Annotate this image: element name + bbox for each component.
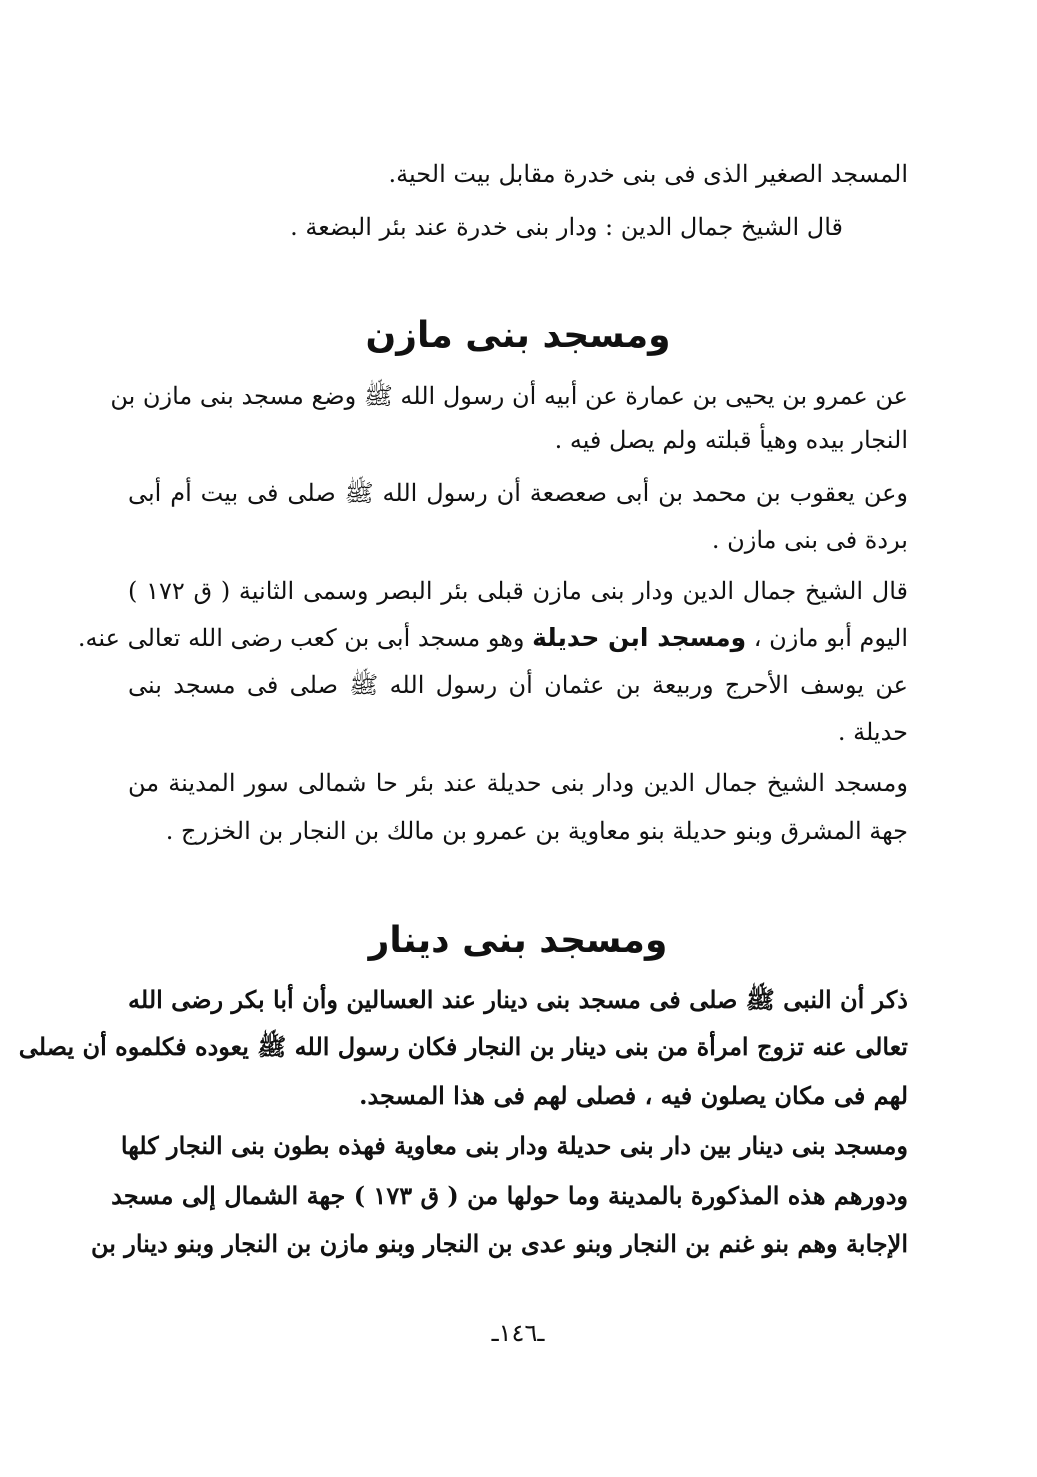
s2-p2-line-2: ودورهم هذه المذكورة بالمدينة وما حولها من ( ق ١٧٣ ) جهة الشمال إلى مسجد [111, 1181, 908, 1210]
s1-p3-line-2 [77, 622, 908, 654]
s1-p5-line-1: ومسجد الشيخ جمال الدين ودار بنى حديلة عند بئر حا شمالى سور المدينة من [128, 769, 908, 797]
intro-line-2: قال الشيخ جمال الدين : ودار بنى خدرة عند بئر البضعة . [290, 213, 843, 241]
intro-line-1: المسجد الصغير الذى فى بنى خدرة مقابل بيت الحية. [388, 160, 908, 188]
s1-p3-line-2-start: اليوم أبو مازن ، [746, 624, 908, 652]
s2-p2-line-1: ومسجد بنى دينار بين دار بنى حديلة ودار بنى معاوية فهذه بطون بنى النجار كلها [120, 1131, 908, 1160]
s1-p1-line-1: عن عمرو بن يحيى بن عمارة عن أبيه أن رسول الله ﷺ وضع مسجد بنى مازن بن [110, 382, 908, 410]
page-number: ـ١٤٦ـ [491, 1319, 545, 1347]
s2-p1-line-2: تعالى عنه تزوج امرأة من بنى دينار بن النجار فكان رسول الله ﷺ يعوده فكلموه أن يصلى [18, 1032, 908, 1061]
s1-p1-line-2: النجار بيده وهيأ قبلته ولم يصل فيه . [554, 426, 908, 454]
s1-p4-line-1: عن يوسف الأحرج وربيعة بن عثمان أن رسول الله ﷺ صلى فى مسجد بنى [128, 671, 908, 699]
section-heading-bani-mazin: ومسجد بنى مازن [365, 315, 671, 356]
s1-p2-line-2: بردة فى بنى مازن . [711, 526, 908, 554]
s1-p3-bold-mosque-name: ومسجد ابن حديلة [532, 623, 747, 652]
s2-p1-line-3: لهم فى مكان يصلون فيه ، فصلى لهم فى هذا المسجد. [359, 1081, 908, 1110]
s2-p1-line-1: ذكر أن النبى ﷺ صلى فى مسجد بنى دينار عند العسالين وأن أبا بكر رضى الله [128, 985, 908, 1014]
s1-p3-line-2-end: وهو مسجد أبى بن كعب رضى الله تعالى عنه. [77, 624, 533, 652]
s1-p5-line-2: جهة المشرق وبنو حديلة بنو معاوية بن عمرو بن مالك بن النجار بن الخزرج . [165, 817, 908, 845]
s1-p4-line-2: حديلة . [837, 718, 908, 746]
s1-p3-line-1: قال الشيخ جمال الدين ودار بنى مازن قبلى بئر البصر وسمى الثانية ( ق ١٧٢ ) [128, 577, 908, 605]
s2-p2-line-3: الإجابة وهم بنو غنم بن النجار وبنو عدى بن النجار وبنو مازن بن النجار وبنو دينار بن [90, 1229, 908, 1258]
s1-p2-line-1: وعن يعقوب بن محمد بن أبى صعصعة أن رسول الله ﷺ صلى فى بيت أم أبى [128, 479, 908, 507]
section-heading-bani-dinar: ومسجد بنى دينار [368, 920, 668, 961]
